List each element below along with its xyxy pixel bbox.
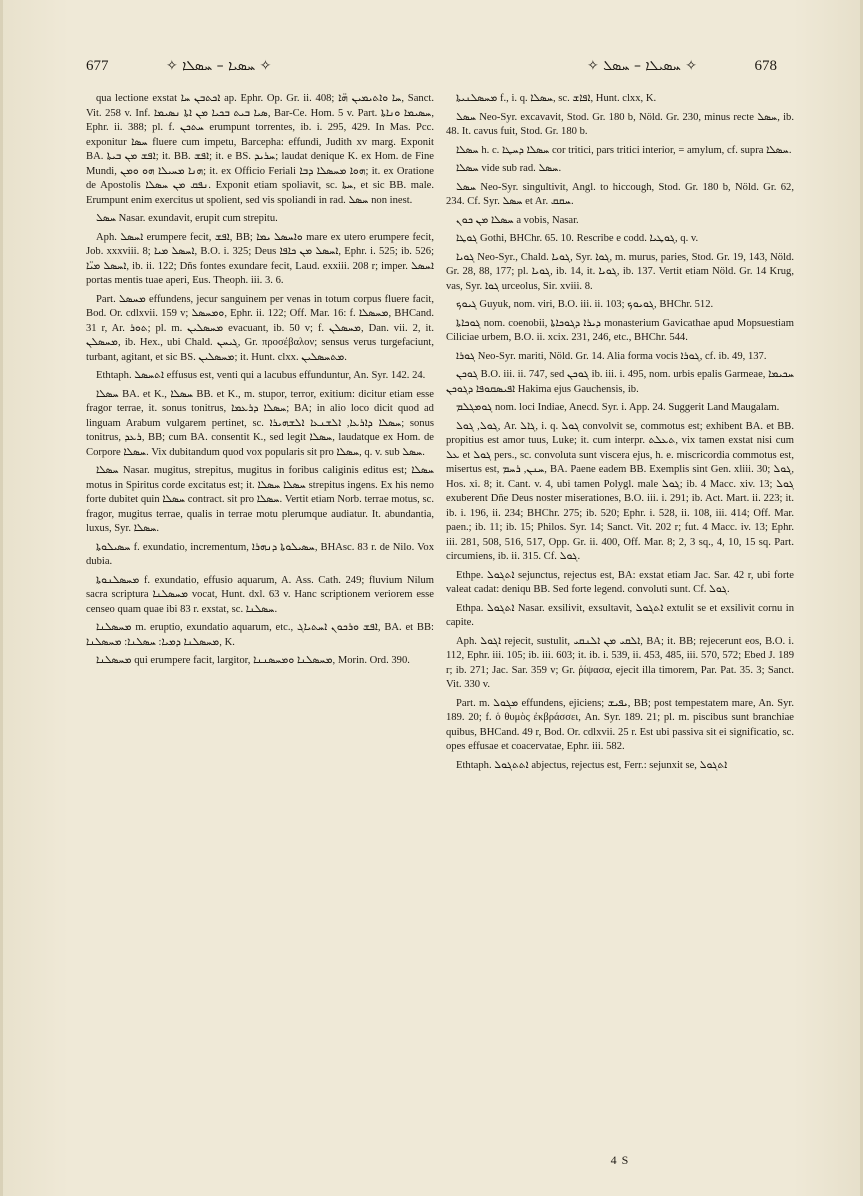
- entry: ܚܣܠܐ h. c. ܚܣܠܐ ܕܚܛܐ cor tritici, pars tritici interior, = amylum, cf. supra ܚܣܠܐ.: [456, 144, 792, 156]
- page-header: [86, 58, 777, 82]
- entry: ܓܘܟܢ B.O. iii. ii. 747, sed ܓܘܟܢ ib. iii. i. 495, nom. urbis epalis Garmeae, ܚܟܝܡܐ ܐܦܝܣܩܘܦܐ ܕܓܘܟܢ Hakima ejus Gauchensis, ib.: [446, 369, 794, 395]
- entry: Part. m. ܡܓܘܠ effundens, ejiciens; ܝܦܝܫ, BB; post tempestatem mare, An. Syr. 189. 20; f. ὁ θυμὸς ἐκβράσσει, An. Syr. 189. 21; pl. m. piscibus sunt branchiae quibus, BHCand. 49 r, Bod. Or. cdlxvii. 25 r. Est ubi passiva sit ei significatio, sc. opes effusae et coacervatae, Ephr. iii. 582.: [446, 697, 794, 752]
- left-running-head: ✧ ܚܣܝܐ – ܚܣܠܐ ✧: [166, 58, 272, 74]
- entry: ܡܚܣܠܢܐ qui erumpere facit, largitor, ܡܚܣܠܢܐ ܘܡܚܣܢܢܐ, Morin. Ord. 390.: [96, 655, 410, 666]
- entry: Ethpe. ܐܬܓܘܠ sejunctus, rejectus est, BA: exstat etiam Jac. Sar. 42 r, ubi forte valeat cadat: deniqu BB. Sed forte legend. convoluti sunt. Cf. ܓܘܠ.: [446, 569, 794, 595]
- entry: ܚܣܠܐ ܡܢ ܟܘܢ a vobis, Nasar.: [456, 214, 579, 226]
- entry: ܓܘܟܐܬܐ nom. coenobii, ܕܝܪܐ ܕܓܘܟܐܬܐ monasterium Gavicathae apud Mopsuestiam Ciliciae urbem, B.O. ii. xcix. 231, 246, etc., BHChr. 544.: [446, 317, 794, 343]
- entry: ܚܣܠܐ BA. et K., ܚܣܠܐ BB. et K., m. stupor, terror, exitium: dicitur etiam esse fragor terrae, it. sonus tonitrus, ܚܣܠܐ ܕܪܥܡܐ; BA; in alio loco dicit quod ad linguam Arabum vulgarem pertinet, sc. ܚܣܠܐ ܕܐܪܥܐ, ܐܠܫܢܥܐ ܐܠܫܗܝܪܐ; sonus tonitrus, ܪܥܕ, BB; cum BA. consentit K., sed legit ܚܣܠܐ, laudatque ex Hom. de Corpore ܚܣܠܐ. Vix dubitandum quod vox popularis sit pro ܚܣܠܐ, q. v. sub ܚܣܠ.: [86, 388, 434, 458]
- entry: ܓܘܝܐ Neo-Syr., Chald. ܓܘܝܐ, Syr. ܓܘܐ, m. murus, paries, Stod. Gr. 19, 143, Nöld. Gr. 28, 88, 177; pl. ܓܘܝܐ, ib. 14, it. ܓܘܝܐ, ib. 137. Vertit etiam Nöld. Gr. 14 Krug, vas, Syr. ܓܘܐ urceolus, Sir. xviii. 8.: [446, 251, 794, 292]
- right-page-number: 678: [754, 58, 777, 74]
- entry: ܚܣܠܐ Nasar. mugitus, strepitus, mugitus in foribus caliginis editus est; ܚܣܠܐ motus in Spiritus corde excitatus est; it. ܚܣܠܐ ܚܣܠܐ strepitus ingens. Ex his nemo forte dubitet quin ܚܣܠܐ contract. sit pro ܚܣܠܐ. Vertit etiam Norb. terrae motus, sc. fragor, mugitus terrae, qualis in terrae motu plerumque audiatur. It. abundantia, luxus, Syr. ܚܣܠܐ.: [86, 465, 434, 534]
- entry: ܚܣܠܐ vide sub rad. ܚܣܠ.: [456, 163, 562, 174]
- entry: ܡܚܣܠܢܐ m. eruptio, exundatio aquarum, etc., ܐܦܫ ܘܪܟܘܢ ܐܚܬܝܐܓ, BA. et BB: ܡܚܣܠܢܐ ܕܡܝܐ: ܚܣܠܢܐ: ܡܚܣܠܢܐ, K.: [86, 622, 434, 648]
- entry: Part. ܡܚܣܠ effundens, jecur sanguinem per venas in totum corpus fluere facit, Bod. Or. cdlxvii. 159 v; ܘܡܚܣܠ, Ephr. ii. 122; Off. Mar. 16: f. ܡܚܣܠܐ, BHCand. 31 r, Ar. ܬܘܪ; pl. m. ܡܚܣܠܝܢ evacuant, ib. 50 v; f. ܡܚܣܠܢ, Dan. vii. 2, it. ܡܚܣܠܢ, ib. Hex., ubi Chald. ܓܝܚܢ, Gr. προσέβαλον; sensus verus turgefaciunt, turbant, agitant, et sic BS. ܡܚܣܠܝܢ; it. Hunt. clxx. ܡܬܚܣܠܝܢ.: [86, 293, 434, 363]
- entry: ܓܘܡܓܠܡ nom. loci Indiae, Anecd. Syr. i. App. 24. Suggerit Land Maugalam.: [456, 402, 780, 413]
- entry: ܡܚܣܠܢܘܬܐ f. exundatio, effusio aquarum, A. Ass. Cath. 249; fluvium Nilum sacra scriptura ܡܚܣܠܢܐ vocat, Hunt. dxl. 63 v. Hanc scriptionem veriorem esse censeo quam quae ibi 83 r. exstat, sc. ܚܣܠܢܐ.: [86, 574, 434, 615]
- left-column: [86, 92, 434, 1152]
- entry: Aph. ܐܓܘܠ rejecit, sustulit, ܐܠܩܝ ܡܢ ܐܠܢܩܝ, BA; it. BB; rejecerunt eos, B.O. i. 112, Ephr. iii. 105; ib. iii. 603; it. ib. i. 539, ii. 453, 485, iii. 570, 572; Ebed J. 189 r; ib. 271; Jac. Sar. 359 v; Gr. ῥίψασα, ejecit illa timorem, Par. Pat. 35. 3; Sanct. Vit. 330 v.: [446, 635, 794, 690]
- entry: Ethpa. ܐܬܓܘܠ Nasar. exsilivit, exsultavit, ܐܬܓܘܠ extulit se et exsilivit cornu in capite.: [446, 602, 794, 628]
- page-edge-left: [0, 0, 3, 1196]
- entry: ܚܣܠ Neo-Syr. excavavit, Stod. Gr. 180 b, Nöld. Gr. 230, minus recte ܚܣܠ, ib. 48. It. cavus fuit, Stod. Gr. 180 b.: [446, 111, 794, 137]
- entry: Ethtaph. ܐܬܚܣܠ effusus est, venti qui a lacubus effunduntur, An. Syr. 142. 24.: [96, 370, 426, 381]
- entry: ܓܝܘܟ Guyuk, nom. viri, B.O. iii. ii. 103; ܓܘܝܘܟ, BHChr. 512.: [456, 299, 714, 310]
- right-column: [446, 92, 794, 1152]
- right-running-head: ✧ ܚܣܝܠܐ – ܚܣܠ ✧: [586, 58, 697, 74]
- entry: Aph. ܐܚܣܠ erumpere fecit, ܐܦܫ, BB; ܘܐܚܣܠ ܝܡܐ mare ex utero erumpere fecit, Job. xxxviii. 8; ܐܚܣܠ ܡܝܐ, B.O. i. 325; Deus ܐܚܣܠ ܡܢ ܟܐܦܐ, Ephr. i. 525; ib. 526; ܐܚܣܠ ܡܝ̈ܐ, ib. ii. 122; Dñs fontes exundare fecit, Laud. exxiii. 208 r; imper. ܐܚܣܠ portas mentis tuae aperi, Eus. Theoph. iii. 3. 6.: [86, 231, 434, 286]
- entry: ܚܣܝܠܘܬܐ f. exundatio, incrementum, ܚܣܝܠܘܬܐ ܕܢܗܪܐ, BHAsc. 83 r. de Nilo. Vox dubia.: [86, 541, 434, 567]
- entry: ܓܘܠ, ܓܘܠ, Ar. ܓܐܠ, i. q. ܓܘܠ convolvit se, commotus est; exhibent BA. et BB. propitius est amor tuus, Luke; it. cum interpr. ܬܥܠܬ, vix tamen exstat nisi cum ܥܠ et ܓܘܠ pers., sc. convoluta sunt viscera ejus, h. e. miscricordia commotus est, misertus est, ܚܢܢ, ܪܚܡ, BA. Paene eadem BB. Exemplis sint Gen. xliii. 30; ܓܘܠ, Hos. xi. 8; it. Cant. v. 4, ubi tamen Polygl. male ܓܘܠ; ib. 4 Macc. xiv. 13; ܓܘܠ exuberent Dñe Deus noster miserationes, B.O. iii. i. 291; ib. Act. Mart. ii. 223; it. ib. i. 196, ii. 234; BHChr. 275; ib. 520; Ephr. i. 528, ii. 108, iii. 414; Off. Mar. paen.; ib. 11; ib. 15; Philos. Syr. 14; Sanct. Vit. 202 r; fut. 4 Macc. iv. 13; Ephr. iii. 281, 508, 516, 517, Opp. Gr. ii. 400, Off. Mar. 8; 2, 3 sq., 4, 10, 15 sq. Part. circumiens, ib. ii. 315. Cf. ܓܘܠ.: [446, 420, 794, 562]
- entry: qua lectione exstat ܐܟܬܒܢ ܚܐ ap. Ephr. Op. Gr. ii. 408; ܚܐ ܘܐܬܝܡܝܢ ܗ̈ܐ, Sanct. Vit. 258 v. Inf. ܣܝܐ ܒܝܬ ܒܟܝܐ ܡܢ ܐܬܐ ܢܣܝܡܐ, Bar-Ce. Hom. 5 v. Part. ܚܣܝܡܐ ܘܢܐܬܐ, Ephr. ii. 388; pl. f. ܚܬܟܢ erumpunt torrentes, ib. i. 295, 429. In Mas. Pcc. exponitur ܚܣܐ fluere cum impetu, Barcepha: effundi, Judith xv marg. Exponit BA. ܐܦܫ ܡܢ ܒܝܬܐ; it. BB. ܐܦܫ; it. e BS. ܚܪܝܕ; laudat denique K. ex Hom. de Fine Mundi, ܗܢܐ ܡܚܝܠܐ ܗܘ ܘܡܢ; it. ex Officio Feriali ܗܘܐ ܡܚܣܠܐ ܕܒܐ; it. ex Oratione de Apostolis ܢܦܩ ܡܢ ܚܣܠܐ. Exponit etiam spoliavit, sc. ܚܬܐ, et sic BB. male. Erumpunt enim exercitus ut spolient, sed vis spoliandi in rad. ܚܣܠ non inest.: [86, 93, 434, 206]
- entry: ܚܣܠ Nasar. exundavit, erupit cum strepitu.: [96, 213, 278, 224]
- left-page-number: 677: [86, 58, 109, 74]
- entry: ܡܚܣܠܢܝܬܐ f., i. q. ܚܣܠܐ, sc. ܐܦܐܫ, Hunt. clxx, K.: [456, 93, 657, 104]
- entry: ܓܘܛܐ Gothi, BHChr. 65. 10. Rescribe e codd. ܓܘܛܝܐ, q. v.: [456, 233, 699, 244]
- entry: ܓܘܪܐ Neo-Syr. mariti, Nöld. Gr. 14. Alia forma vocis ܓܘܪܐ, cf. ib. 49, 137.: [456, 350, 767, 362]
- entry: ܚܣܠ Neo-Syr. singultivit, Angl. to hiccough, Stod. Gr. 180 b, Nöld. Gr. 62, 234. Cf. Syr. ܚܣܠ et Ar. ܚܩܩ.: [446, 181, 794, 207]
- entry: Ethtaph. ܐܬܬܓܘܠ abjectus, rejectus est, Ferr.: sejunxit se, ܐܬܓܘܠ: [456, 759, 728, 771]
- signature-mark: 4 S: [610, 1153, 630, 1167]
